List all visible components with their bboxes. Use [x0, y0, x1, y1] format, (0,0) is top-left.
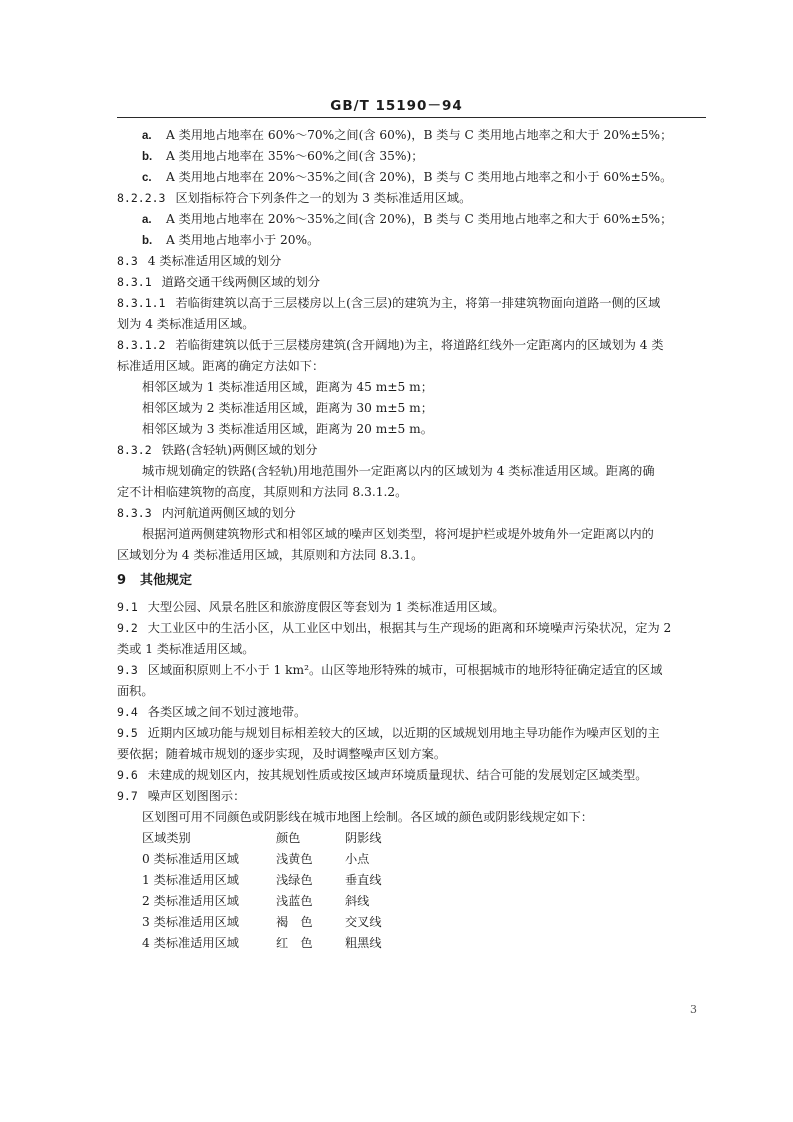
- item-label: b.: [142, 151, 153, 163]
- item-text: A 类用地占地率在 20%～35%之间(含 20%)，B 类与 C 类用地占地率之和大于 60%±5%；: [166, 212, 673, 226]
- paragraph-line: 根据河道两侧建筑物形式和相邻区域的噪声区划类型，将河堤护栏或堤外坡角外一定距离以内的: [142, 527, 654, 541]
- table-cell: 褐 色: [276, 915, 313, 929]
- list-item-a: [142, 211, 672, 228]
- clause-9-3: [117, 662, 662, 678]
- distance-item: 相邻区域为 1 类标准适用区域，距离为 45 m±5 m；: [142, 380, 433, 394]
- item-text: A 类用地占地率在 60%～70%之间(含 60%)，B 类与 C 类用地占地率之和大于 20%±5%；: [166, 128, 673, 142]
- clause-number: 9.7: [117, 789, 138, 803]
- clause-number: 8.2.2.3: [117, 191, 166, 205]
- table-cell: 交叉线: [345, 915, 382, 929]
- list-item-b: [142, 232, 319, 249]
- clause-text: 各类区域之间不划过渡地带。: [147, 705, 307, 719]
- clause-8-3-3: [117, 505, 296, 521]
- clause-8-3-1: [117, 274, 320, 290]
- distance-item: 相邻区域为 2 类标准适用区域，距离为 30 m±5 m；: [142, 401, 433, 415]
- paragraph-line: 城市规划确定的铁路(含轻轨)用地范围外一定距离以内的区域划为 4 类标准适用区域。距离的确: [142, 464, 655, 478]
- paragraph-line: 要依据；随着城市规划的逐步实现，及时调整噪声区划方案。: [117, 747, 447, 761]
- section-title: 其他规定: [140, 573, 193, 588]
- header-rule: [117, 117, 706, 118]
- table-cell: 粗黑线: [345, 936, 382, 950]
- clause-text: 区划指标符合下列条件之一的划为 3 类标准适用区域。: [175, 191, 472, 205]
- clause-number: 8.3.1: [117, 275, 152, 289]
- clause-9-6: [117, 767, 647, 783]
- clause-text: 内河航道两侧区域的划分: [161, 506, 296, 520]
- clause-text: 大工业区中的生活小区，从工业区中划出，根据其与生产现场的距离和环境噪声污染状况，定为 2: [147, 621, 672, 635]
- table-cell: 1 类标准适用区域: [142, 873, 239, 887]
- table-cell: 浅绿色: [276, 873, 313, 887]
- item-text: A 类用地占地率小于 20%。: [166, 233, 320, 247]
- clause-9-4: [117, 704, 306, 720]
- section-heading-9: [117, 573, 192, 589]
- clause-number: 8.3.3: [117, 506, 152, 520]
- clause-text: 若临街建筑以高于三层楼房以上(含三层)的建筑为主，将第一排建筑物面向道路一侧的区域: [175, 296, 661, 310]
- distance-item: 相邻区域为 3 类标准适用区域，距离为 20 m±5 m。: [142, 422, 433, 436]
- table-cell: 浅蓝色: [276, 894, 313, 908]
- table-header: 颜色: [276, 831, 301, 845]
- table-cell: 0 类标准适用区域: [142, 852, 239, 866]
- clause-text: 若临街建筑以低于三层楼房建筑(含开阔地)为主，将道路红线外一定距离内的区域划为 4 类: [175, 338, 664, 352]
- item-label: a.: [142, 214, 152, 226]
- clause-8-3-1-2-cont: 标准适用区域。距离的确定方法如下：: [117, 359, 325, 373]
- list-item-b: [142, 148, 423, 165]
- clause-text: 大型公园、风景名胜区和旅游度假区等套划为 1 类标准适用区域。: [147, 600, 505, 614]
- item-label: b.: [142, 235, 153, 247]
- page-header-standard-number: GB/T 15190－94: [330, 98, 463, 114]
- table-cell: 斜线: [345, 894, 370, 908]
- clause-8-3-1-1: [117, 295, 660, 311]
- clause-8-3-2: [117, 442, 317, 458]
- section-number: 9: [117, 573, 127, 588]
- table-cell: 红 色: [276, 936, 313, 950]
- clause-text: 近期内区域功能与规划目标相差较大的区域，以近期的区域规划用地主导功能作为噪声区划的主: [147, 726, 660, 740]
- list-item-c: [142, 169, 672, 186]
- clause-number: 8.3.1.2: [117, 338, 166, 352]
- clause-number: 8.3.1.1: [117, 296, 166, 310]
- table-cell: 4 类标准适用区域: [142, 936, 239, 950]
- clause-9-1: [117, 599, 505, 615]
- clause-8-3-1-2: [117, 337, 664, 353]
- clause-number: 8.3.2: [117, 443, 152, 457]
- clause-text: 区域面积原则上不小于 1 km²。山区等地形特殊的城市，可根据城市的地形特征确定适宜的区域: [147, 663, 663, 677]
- page-number: 3: [690, 1003, 697, 1016]
- clause-number: 9.1: [117, 600, 138, 614]
- clause-number: 9.3: [117, 663, 138, 677]
- clause-number: 9.2: [117, 621, 138, 635]
- table-header: 阴影线: [345, 831, 382, 845]
- paragraph-line: 区域划分为 4 类标准适用区域，其原则和方法同 8.3.1。: [117, 548, 424, 562]
- clause-8-3-1-1-cont: 划为 4 类标准适用区域。: [117, 317, 255, 331]
- paragraph-line: 区划图可用不同颜色或阴影线在城市地图上绘制。各区域的颜色或阴影线规定如下：: [142, 810, 593, 824]
- list-item-a: [142, 127, 672, 144]
- clause-8-3: [117, 253, 281, 269]
- paragraph-line: 类或 1 类标准适用区域。: [117, 642, 255, 656]
- table-cell: 小点: [345, 852, 370, 866]
- item-label: c.: [142, 172, 152, 184]
- item-label: a.: [142, 130, 152, 142]
- table-header: 区域类别: [142, 831, 191, 845]
- table-cell: 2 类标准适用区域: [142, 894, 239, 908]
- clause-text: 未建成的规划区内，按其规划性质或按区域声环境质量现状、结合可能的发展划定区域类型。: [147, 768, 648, 782]
- clause-9-5: [117, 725, 660, 741]
- table-cell: 垂直线: [345, 873, 382, 887]
- clause-9-7: [117, 788, 245, 804]
- clause-text: 道路交通干线两侧区域的划分: [161, 275, 321, 289]
- clause-text: 4 类标准适用区域的划分: [147, 254, 282, 268]
- paragraph-line: 定不计相临建筑物的高度，其原则和方法同 8.3.1.2。: [117, 485, 408, 499]
- clause-9-2: [117, 620, 671, 636]
- clause-number: 8.3: [117, 254, 138, 268]
- clause-number: 9.5: [117, 726, 138, 740]
- item-text: A 类用地占地率在 20%～35%之间(含 20%)，B 类与 C 类用地占地率之和小于 60%±5%。: [166, 170, 673, 184]
- clause-8-2-2-3: [117, 190, 471, 206]
- table-cell: 3 类标准适用区域: [142, 915, 239, 929]
- table-cell: 浅黄色: [276, 852, 313, 866]
- clause-number: 9.6: [117, 768, 138, 782]
- clause-text: 铁路(含轻轨)两侧区域的划分: [161, 443, 318, 457]
- clause-text: 噪声区划图图示：: [147, 789, 246, 803]
- item-text: A 类用地占地率在 35%～60%之间(含 35%)；: [166, 149, 424, 163]
- paragraph-line: 面积。: [117, 684, 154, 698]
- clause-number: 9.4: [117, 705, 138, 719]
